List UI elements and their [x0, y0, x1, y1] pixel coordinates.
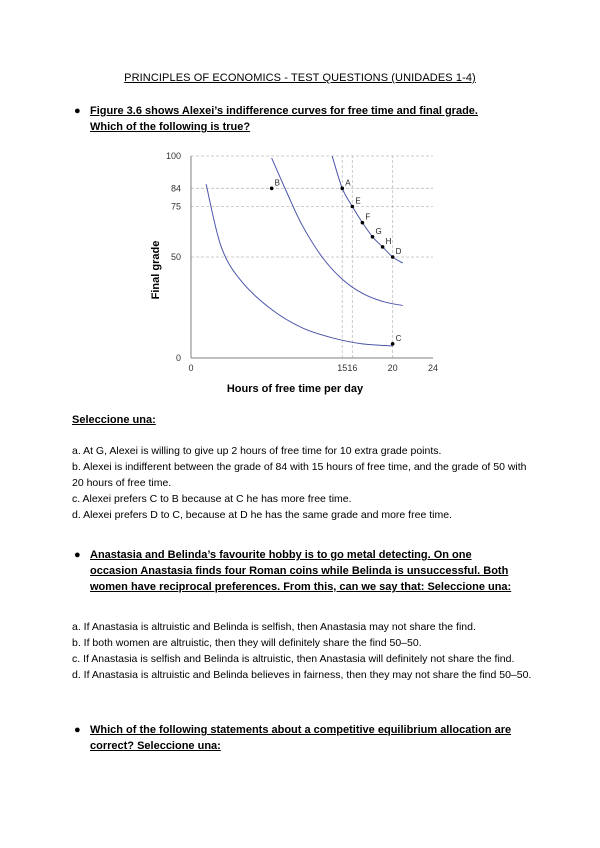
point-label-a: A — [345, 178, 351, 188]
y-tick-label: 84 — [170, 183, 181, 194]
point-g — [371, 235, 375, 239]
point-label-b: B — [274, 178, 281, 188]
select-one-label-1: Seleccione una: — [72, 414, 156, 426]
question-2-text: Anastasia and Belinda’s favourite hobby is to go metal detecting. On one occasion Anastasia finds four Roman coins while Belinda is unsuccessful. Both women have reciprocal preferences. From this, can we say that: Seleccione una: — [90, 549, 512, 593]
chart-curves — [206, 156, 403, 346]
point-label-e: E — [355, 196, 361, 206]
y-tick-label: 100 — [165, 151, 181, 161]
y-tick-label: 0 — [175, 353, 181, 363]
bullet-icon: ● — [74, 549, 81, 561]
indifference-curve-chart — [145, 148, 445, 403]
option-b[interactable]: b. Alexei is indifferent between the grade of 84 with 15 hours of free time, and the grade of 50 with 20 hours of free time. — [72, 461, 527, 489]
bullet-icon: ● — [74, 724, 81, 736]
option-c[interactable]: c. Alexei prefers C to B because at C he has more free time. — [72, 493, 352, 505]
point-d — [391, 255, 395, 259]
curve-mid — [272, 158, 403, 305]
question-3-text: Which of the following statements about a competitive equilibrium allocation are correct? Seleccione una: — [90, 724, 512, 752]
curve-low — [206, 184, 393, 346]
y-axis-label: Final grade — [150, 240, 162, 300]
point-e — [351, 205, 355, 209]
y-tick-label: 75 — [170, 201, 181, 212]
question-2 — [74, 547, 520, 595]
question-2-options — [72, 619, 532, 683]
question-1-text: Figure 3.6 shows Alexei’s indifference curves for free time and final grade. Which of the following is true? — [90, 105, 478, 133]
point-label-d: D — [395, 247, 402, 256]
x-tick-label: 20 — [387, 363, 398, 373]
bullet-icon: ● — [74, 105, 81, 117]
option-d[interactable]: d. Alexei prefers D to C, because at D he has the same grade and more free time. — [72, 509, 452, 521]
page-title: PRINCIPLES OF ECONOMICS - TEST QUESTIONS (UNIDADES 1-4) — [124, 72, 476, 84]
point-c — [391, 342, 395, 346]
option-a[interactable]: a. At G, Alexei is willing to give up 2 hours of free time for 10 extra grade points. — [72, 445, 442, 457]
x-tick-label: 16 — [347, 363, 358, 373]
option-b[interactable]: b. If both women are altruistic, then they will definitely share the find 50–50. — [72, 637, 422, 649]
x-tick-label: 0 — [188, 363, 194, 373]
point-f — [361, 221, 365, 225]
chart-points — [270, 178, 402, 345]
point-h — [381, 245, 385, 249]
question-1 — [74, 103, 510, 135]
x-tick-label: 24 — [427, 363, 439, 373]
question-1-options — [72, 443, 532, 523]
point-a — [340, 187, 344, 191]
option-c[interactable]: c. If Anastasia is selfish and Belinda is altruistic, then Anastasia will definitely not share the find. — [72, 653, 515, 665]
curve-high — [332, 156, 403, 263]
point-label-f: F — [365, 212, 371, 222]
point-label-h: H — [385, 236, 392, 246]
point-label-c: C — [395, 333, 402, 343]
y-tick-label: 50 — [170, 252, 181, 262]
question-3 — [74, 722, 530, 754]
option-d[interactable]: d. If Anastasia is altruistic and Belinda believes in fairness, then they may not share the find 50–50. — [72, 669, 532, 681]
chart-grid — [191, 156, 433, 358]
point-label-g: G — [375, 226, 382, 236]
option-a[interactable]: a. If Anastasia is altruistic and Belinda is selfish, then Anastasia may not share the find. — [72, 621, 476, 633]
x-tick-label: 15 — [337, 363, 348, 373]
x-axis-label: Hours of free time per day — [226, 383, 364, 395]
point-b — [270, 187, 274, 191]
